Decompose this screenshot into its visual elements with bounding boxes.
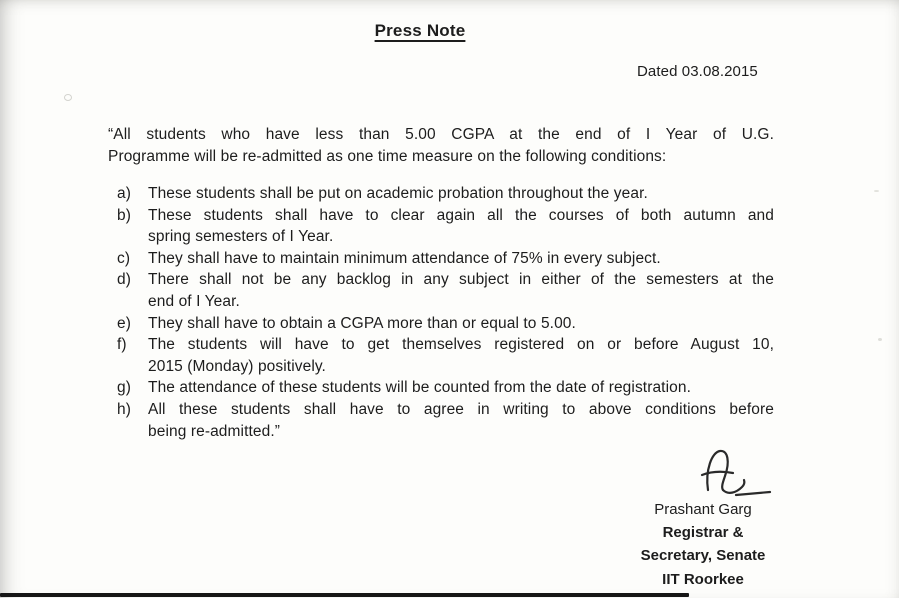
intro-line: Programme will be re-admitted as one time measure on the following conditions: <box>108 147 667 165</box>
signer-designation: IIT Roorkee <box>662 570 744 588</box>
intro-paragraph <box>108 124 774 167</box>
list-item <box>108 313 774 335</box>
scan-artifact <box>874 190 879 192</box>
list-item <box>108 183 774 205</box>
scan-edge-artifact <box>0 593 689 597</box>
list-item <box>108 334 774 377</box>
scan-artifact <box>878 338 882 341</box>
signer-designation: Registrar & <box>662 524 744 542</box>
item-text: These students shall be put on academic probation throughout the year. <box>148 185 648 202</box>
item-label: a) <box>117 185 131 202</box>
item-text: There shall not be any backlog in any subject in either of the semesters at the end of I Year. <box>148 271 774 310</box>
item-text: These students shall have to clear again all the courses of both autumn and spring semesters of I Year. <box>148 206 774 246</box>
list-item <box>108 377 774 399</box>
list-item <box>108 399 774 442</box>
item-label: g) <box>117 379 131 397</box>
item-label: d) <box>117 271 131 289</box>
scan-artifact <box>64 94 72 101</box>
item-text: The students will have to get themselves registered on or before August 10, 2015 (Monday) positively. <box>148 336 774 375</box>
signer-designation: Secretary, Senate <box>640 547 766 565</box>
item-label: e) <box>117 314 131 332</box>
item-label: b) <box>117 206 131 224</box>
list-item <box>108 269 774 312</box>
item-text: All these students shall have to agree in writing to above conditions before being re-admitted.” <box>148 400 774 440</box>
list-item <box>108 205 774 248</box>
item-text: They shall have to obtain a CGPA more than or equal to 5.00. <box>148 314 576 332</box>
item-text: They shall have to maintain minimum attendance of 75% in every subject. <box>148 249 661 267</box>
item-text: The attendance of these students will be counted from the date of registration. <box>148 379 691 397</box>
signer-name: Prashant Garg <box>654 501 752 518</box>
item-label: h) <box>117 400 131 418</box>
signature-icon <box>692 444 776 500</box>
page-title: Press Note <box>374 21 466 40</box>
list-item <box>108 248 774 270</box>
date-line: Dated 03.08.2015 <box>637 63 758 80</box>
signature-block <box>618 498 788 591</box>
item-label: f) <box>117 336 127 354</box>
condition-list <box>108 183 774 442</box>
item-label: c) <box>117 249 131 267</box>
intro-line: “All students who have less than 5.00 CGPA at the end of I Year of U.G. <box>108 126 774 143</box>
